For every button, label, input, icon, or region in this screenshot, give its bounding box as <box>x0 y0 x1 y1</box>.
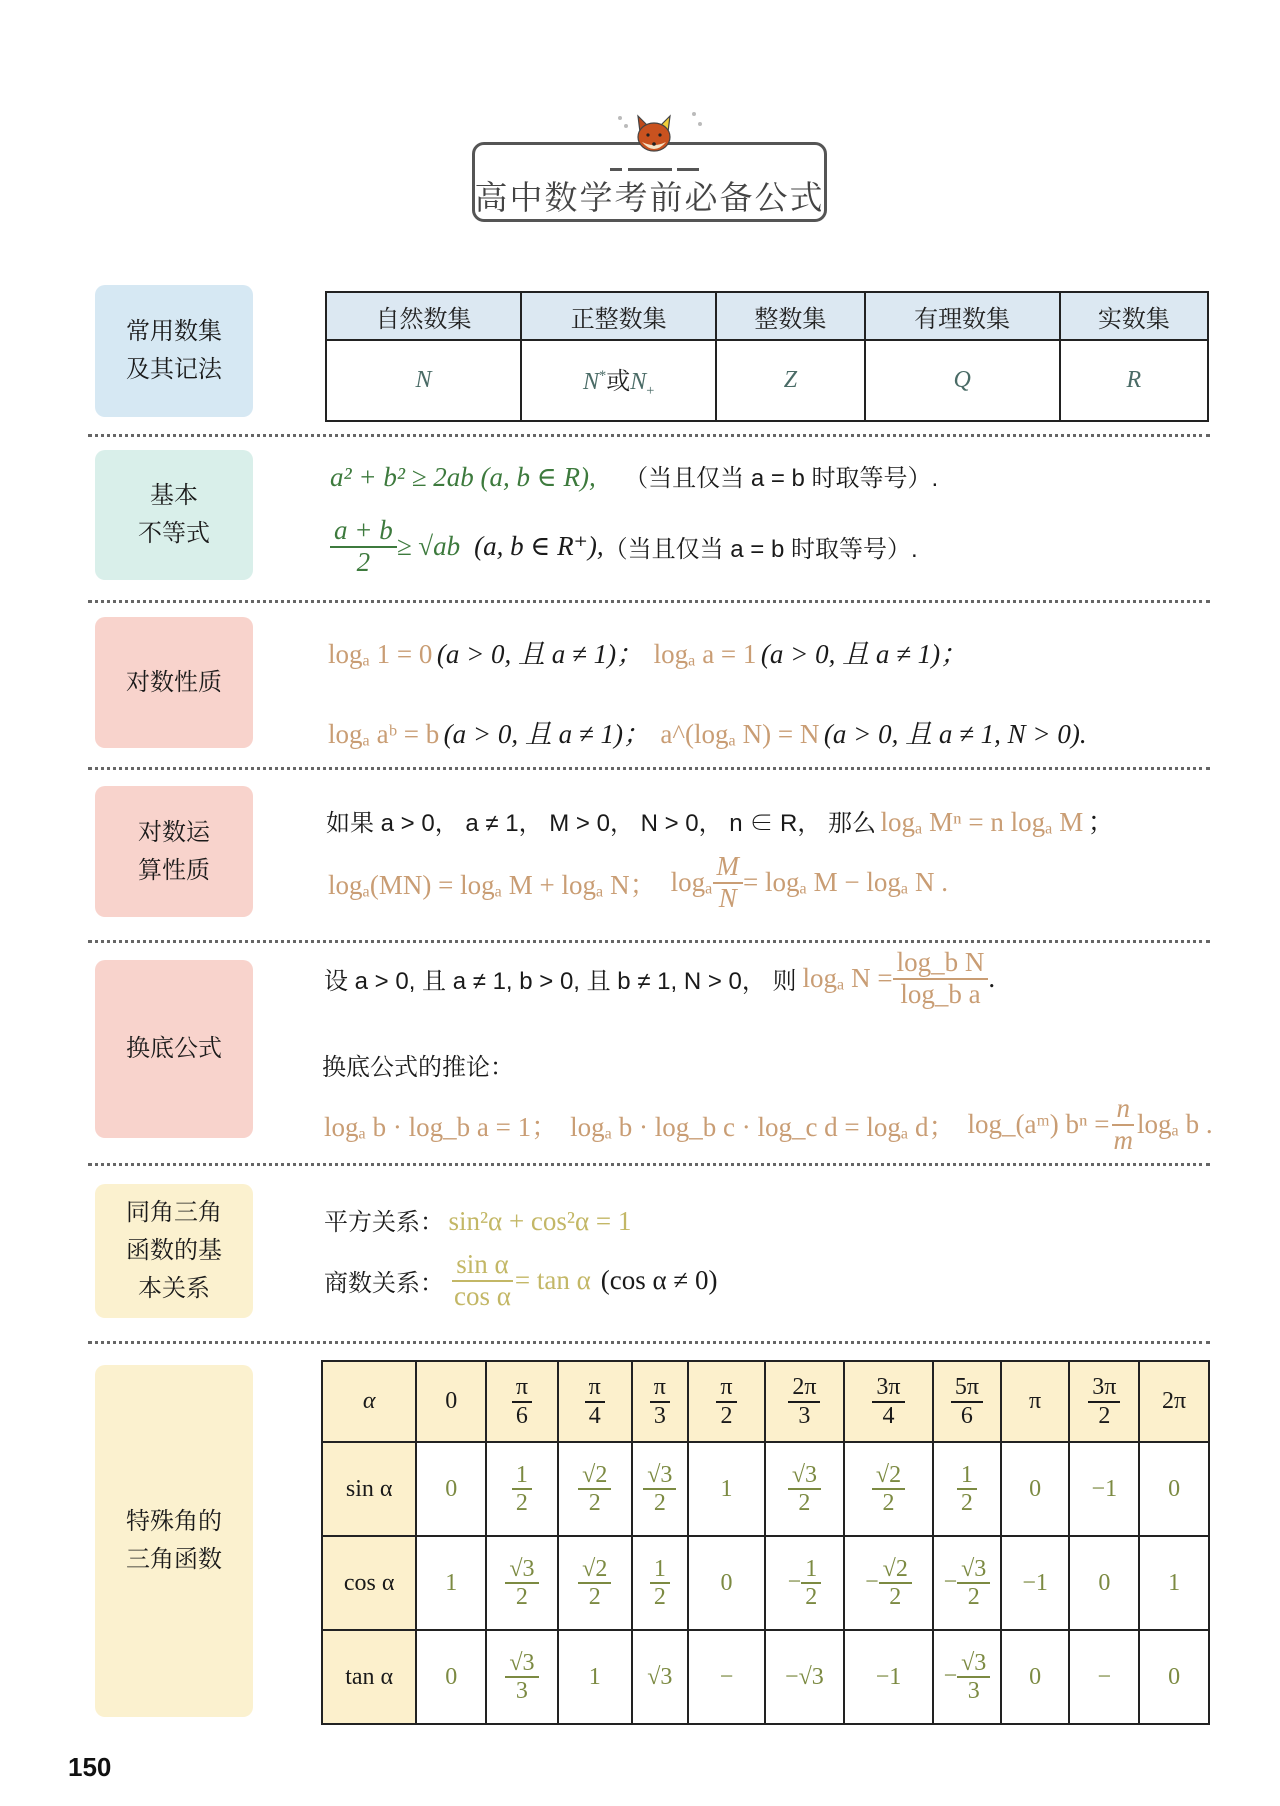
section-divider <box>88 940 1210 943</box>
formula-note: （当且仅当 a = b 时取等号）. <box>603 536 918 564</box>
section-label-log-properties: 对数性质 <box>95 617 253 748</box>
sparkle-icon <box>698 122 702 126</box>
formula: ≥ √ab <box>396 531 461 562</box>
formula-condition: (a, b ∈ R⁺), <box>474 531 604 562</box>
fraction: $\frac{\text{log\_b N}}{\text{log\_b a}}$ <box>893 948 989 1009</box>
table-cell: 0 <box>688 1536 765 1630</box>
section-label-number-sets: 常用数集 及其记法 <box>95 285 253 417</box>
table-header-row <box>326 292 1208 340</box>
column-header: 正整数集 <box>521 292 716 340</box>
table-cell: Z <box>716 340 864 421</box>
table-cell: $\frac{1}{2}$ <box>632 1536 688 1630</box>
column-header: 有理数集 <box>865 292 1060 340</box>
table-cell: $\frac{√2}{2}$ <box>558 1442 632 1536</box>
table-cell: N <box>326 340 521 421</box>
table-cell: − <box>688 1630 765 1724</box>
table-cell: 0 <box>1139 1442 1209 1536</box>
table-cell: $\frac{\pi}{4}$ <box>558 1361 632 1442</box>
column-header: 自然数集 <box>326 292 521 340</box>
table-cell: 1 <box>1139 1536 1209 1630</box>
table-cell: 0 <box>1069 1536 1139 1630</box>
table-cell: 0 <box>416 1630 486 1724</box>
table-cell: − $\frac{√3}{3}$ <box>933 1630 1001 1724</box>
number-sets-table <box>325 291 1209 422</box>
table-row <box>326 340 1208 421</box>
table-cell: −1 <box>1001 1536 1070 1630</box>
table-cell: − $\frac{1}{2}$ <box>765 1536 844 1630</box>
sparkle-icon <box>624 124 628 128</box>
table-cell: Q <box>865 340 1060 421</box>
section-divider <box>88 600 1210 603</box>
section-divider <box>88 434 1210 437</box>
square-relation: 平方关系： sin²α + cos²α = 1 <box>324 1206 632 1236</box>
table-header-row <box>322 1361 1209 1442</box>
sparkle-icon <box>618 116 622 120</box>
table-cell: $\frac{3\pi}{2}$ <box>1069 1361 1139 1442</box>
page-title: 高中数学考前必备公式 <box>474 179 825 216</box>
formula: a² + b² ≥ 2ab (a, b ∈ R), <box>330 462 596 492</box>
quotient-relation: 商数关系： $\frac{\text{sin α}}{\text{cos α}}$ = tan α (cos α ≠ 0) <box>324 1249 718 1311</box>
table-cell: R <box>1060 340 1208 421</box>
table-cell: − <box>1069 1630 1139 1724</box>
table-cell: 0 <box>1001 1630 1070 1724</box>
table-row <box>322 1442 1209 1536</box>
title-dash <box>677 168 699 171</box>
inequality-line-2 <box>330 516 918 577</box>
table-cell: $\frac{5\pi}{6}$ <box>933 1361 1001 1442</box>
section-label-change-of-base: 换底公式 <box>95 960 253 1138</box>
log-properties-line-1: logₐ 1 = 0 (a > 0, 且 a ≠ 1)； logₐ a = 1 (a > 0, 且 a ≠ 1)； <box>328 639 968 669</box>
table-row <box>322 1630 1209 1724</box>
table-cell: $\frac{1}{2}$ <box>933 1442 1001 1536</box>
table-cell: 1 <box>688 1442 765 1536</box>
section-label-inequality: 基本 不等式 <box>95 450 253 580</box>
table-cell: 0 <box>416 1361 486 1442</box>
table-cell: −1 <box>1069 1442 1139 1536</box>
table-cell: $\frac{\pi}{6}$ <box>486 1361 558 1442</box>
fraction: $\frac{n}{m}$ <box>1113 1093 1133 1155</box>
table-cell: π <box>1001 1361 1070 1442</box>
section-label-trig-identities: 同角三角 函数的基 本关系 <box>95 1184 253 1318</box>
log-operations-line-2: logₐ(MN) = logₐ M + logₐ N； logₐ $\frac{M}{N}$ = logₐ M − logₐ N . <box>328 851 948 913</box>
change-of-base-corollaries: logₐ b · log_b a = 1； logₐ b · log_b c · log_c d = logₐ d； log_(aᵐ) bⁿ = $\frac{n}{m}$ logₐ b . <box>324 1093 1213 1155</box>
table-cell: 1 <box>558 1630 632 1724</box>
log-properties-line-2: logₐ aᵇ = b (a > 0, 且 a ≠ 1)； a^(logₐ N) = N (a > 0, 且 a ≠ 1, N > 0). <box>328 719 1087 749</box>
table-cell: $\frac{\pi}{3}$ <box>632 1361 688 1442</box>
fox-icon <box>632 112 676 156</box>
section-label-log-operations: 对数运 算性质 <box>95 786 253 917</box>
table-cell: $\frac{\pi}{2}$ <box>688 1361 765 1442</box>
table-cell: N*或$N_+$ <box>521 340 716 421</box>
row-header: tan α <box>322 1630 416 1724</box>
table-cell: 0 <box>1001 1442 1070 1536</box>
sparkle-icon <box>692 112 696 116</box>
table-cell: − $\frac{√2}{2}$ <box>844 1536 933 1630</box>
table-cell: − $\frac{√3}{2}$ <box>933 1536 1001 1630</box>
table-cell: −1 <box>844 1630 933 1724</box>
fraction: $\frac{\text{sin α}}{\text{cos α}}$ <box>454 1249 511 1311</box>
table-row <box>322 1536 1209 1630</box>
log-operations-line-1: 如果 a > 0， a ≠ 1， M > 0， N > 0， n ∈ R， 那么 logₐ Mⁿ = n logₐ M ； <box>326 807 1115 837</box>
row-header: cos α <box>322 1536 416 1630</box>
table-cell: 0 <box>1139 1630 1209 1724</box>
table-cell: $\frac{1}{2}$ <box>486 1442 558 1536</box>
table-cell: −√3 <box>765 1630 844 1724</box>
change-of-base-line-1: 设 a > 0, 且 a ≠ 1, b > 0, 且 b ≠ 1, N > 0， 则 logₐ N = $\frac{\text{log\_b N}}{\text{log\_b a}}$ . <box>324 947 996 1009</box>
inequality-line-1 <box>330 458 938 493</box>
corollary-title: 换底公式的推论： <box>322 1054 514 1081</box>
table-cell: $\frac{√2}{2}$ <box>844 1442 933 1536</box>
column-header: 实数集 <box>1060 292 1208 340</box>
table-cell: $\frac{√3}{2}$ <box>486 1536 558 1630</box>
table-cell: $\frac{√2}{2}$ <box>558 1536 632 1630</box>
table-cell: √3 <box>632 1630 688 1724</box>
section-divider <box>88 1163 1210 1166</box>
section-divider <box>88 767 1210 770</box>
section-label-special-angles: 特殊角的 三角函数 <box>95 1365 253 1717</box>
fraction: $\frac{a + b}{2}$ <box>330 516 397 577</box>
section-divider <box>88 1341 1210 1344</box>
table-cell: $\frac{3\pi}{4}$ <box>844 1361 933 1442</box>
table-cell: $\frac{√3}{3}$ <box>486 1630 558 1724</box>
table-cell: 0 <box>416 1442 486 1536</box>
row-header: α <box>322 1361 416 1442</box>
table-cell: 1 <box>416 1536 486 1630</box>
table-cell: 2π <box>1139 1361 1209 1442</box>
row-header: sin α <box>322 1442 416 1536</box>
title-dash <box>628 168 672 171</box>
special-angles-table <box>321 1360 1210 1725</box>
fraction: $\frac{M}{N}$ <box>713 852 744 913</box>
title-dash <box>610 168 622 171</box>
formula-note: （当且仅当 a = b 时取等号）. <box>624 465 939 492</box>
table-cell: $\frac{2\pi}{3}$ <box>765 1361 844 1442</box>
page-number: 150 <box>68 1752 112 1782</box>
table-cell: $\frac{√3}{2}$ <box>765 1442 844 1536</box>
table-cell: $\frac{√3}{2}$ <box>632 1442 688 1536</box>
column-header: 整数集 <box>716 292 864 340</box>
